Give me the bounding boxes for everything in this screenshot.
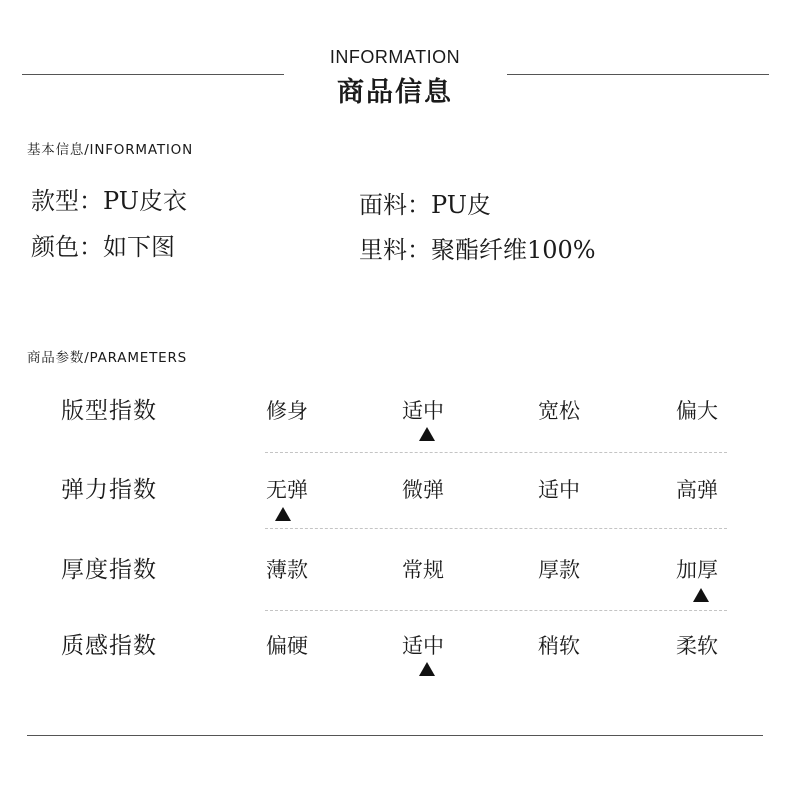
basic-info-label: 基本信息/INFORMATION [27,142,193,158]
param-option: 适中 [402,634,444,658]
param-option: 适中 [538,478,580,502]
basic-style: 款型：PU皮衣 [31,187,187,215]
param-option: 修身 [266,399,308,423]
param-option: 常规 [402,558,444,582]
header-title-en: INFORMATION [329,47,461,67]
param-option: 稍软 [538,634,580,658]
row-divider [265,610,727,611]
param-option: 适中 [402,399,444,423]
row-divider [265,528,727,529]
params-label: 商品参数/PARAMETERS [27,350,188,366]
basic-color: 颜色：如下图 [31,233,175,261]
param-option: 微弹 [402,478,444,502]
basic-fabric: 面料：PU皮 [359,191,491,219]
param-option: 柔软 [676,634,718,658]
param-option: 加厚 [676,558,718,582]
param-option: 薄款 [266,558,308,582]
param-option: 厚款 [538,558,580,582]
row-divider [265,452,727,453]
selected-marker-icon [693,588,709,602]
param-row-title: 弹力指数 [61,477,157,503]
param-option: 无弹 [266,478,308,502]
footer-rule [27,735,763,736]
param-option: 偏硬 [266,634,308,658]
param-row-title: 质感指数 [61,633,157,659]
param-row-title: 版型指数 [61,398,157,424]
basic-lining: 里料：聚酯纤维100% [359,236,596,264]
selected-marker-icon [419,427,435,441]
header-title-cn: 商品信息 [337,77,453,108]
selected-marker-icon [419,662,435,676]
param-option: 宽松 [538,399,580,423]
selected-marker-icon [275,507,291,521]
param-option: 高弹 [676,478,718,502]
param-row-title: 厚度指数 [61,557,157,583]
param-option: 偏大 [676,399,718,423]
